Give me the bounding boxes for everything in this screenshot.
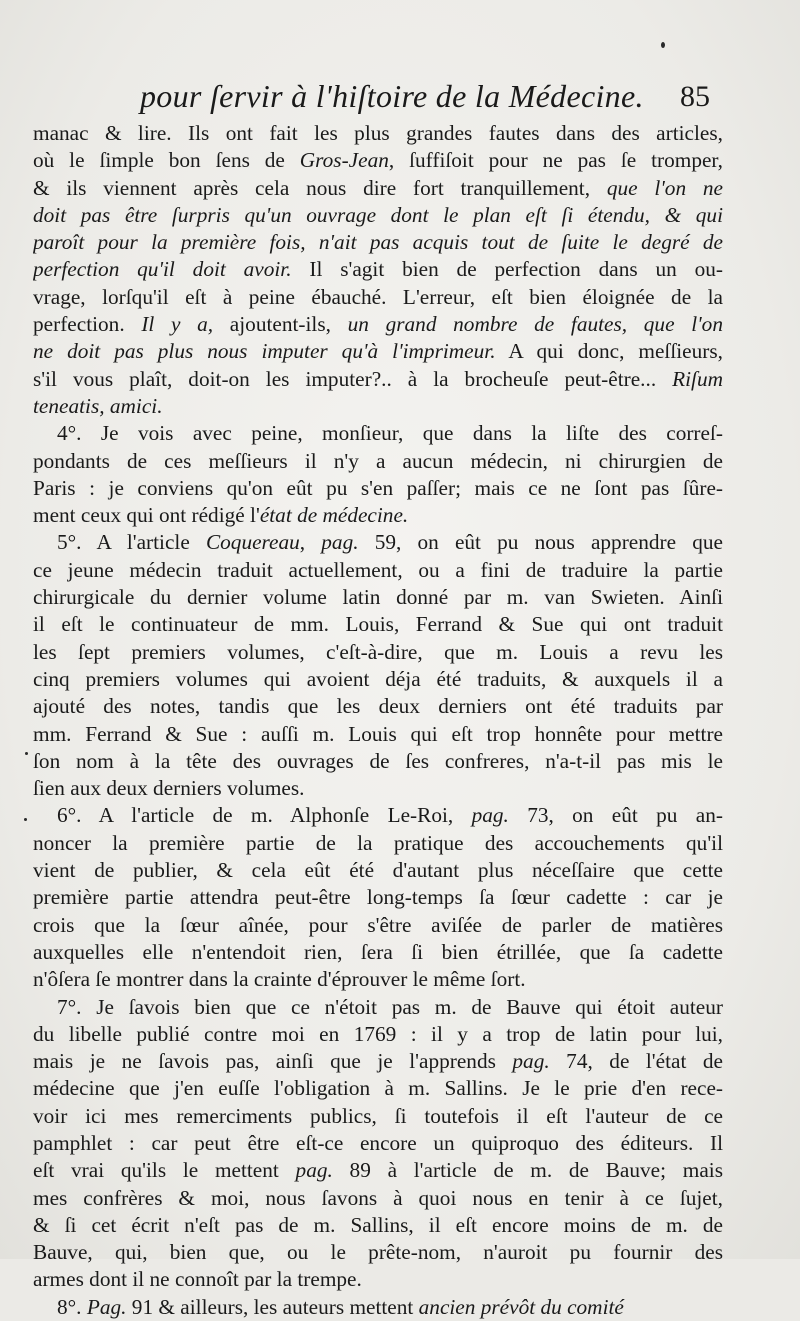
italic-text: doit pas être ſurpris qu'un ouvrage dont le plan eſt ſi étendu, & qui [33, 202, 723, 227]
text-line [33, 884, 723, 911]
text-segment: médecine que j'en euſſe l'obligation à m. Sallins. Je le prie d'en rece- [33, 1076, 723, 1101]
text-segment: où le ſimple bon ſens de [33, 148, 300, 173]
text-line [33, 529, 723, 556]
text-line [33, 120, 723, 147]
text-segment: Il s'agit bien de perfection dans un ou- [291, 257, 723, 282]
text-segment: armes dont il ne connoît par la trempe. [33, 1267, 362, 1292]
text-segment: s'il vous plaît, doit-on les imputer?.. à la brocheuſe peut-être... [33, 366, 673, 391]
text-line [33, 775, 723, 802]
text-line [33, 830, 723, 857]
text-segment: première partie attendra peut-être long-temps ſa ſœur cadette : car je [33, 885, 723, 910]
text-segment: 59, on eût pu nous apprendre que [358, 530, 723, 555]
body-text [33, 120, 723, 1321]
italic-text: un grand nombre de fautes, que l'on [347, 312, 723, 337]
text-line [33, 1266, 723, 1293]
text-segment: 5°. A l'article [57, 530, 206, 555]
text-segment: , ſuffiſoit pour ne pas ſe tromper, [388, 148, 723, 173]
text-segment: ſien aux deux derniers volumes. [33, 776, 305, 801]
text-line [33, 229, 723, 256]
text-line [33, 802, 723, 829]
italic-text: ne doit pas plus nous imputer qu'à l'imprimeur. [33, 339, 496, 364]
text-line [33, 611, 723, 638]
italic-text: Riſum [672, 366, 723, 391]
text-segment: auxquelles elle n'entendoit rien, ſera ſi bien étrillée, que ſa cadette [33, 939, 723, 964]
text-line [33, 256, 723, 283]
text-segment: mes confrères & moi, nous ſavons à quoi nous en tenir à ce ſujet, [33, 1185, 723, 1210]
text-line [33, 420, 723, 447]
text-segment: 73, on eût pu an- [508, 803, 723, 828]
text-segment: il eſt le continuateur de mm. Louis, Ferrand & Sue qui ont traduit [33, 612, 723, 637]
text-line [33, 311, 723, 338]
text-line [33, 475, 723, 502]
text-segment: mais je ne ſavois pas, ainſi que je l'apprends [33, 1049, 513, 1074]
text-line [33, 1048, 723, 1075]
text-line [33, 1021, 723, 1048]
text-segment: 4°. Je vois avec peine, monſieur, que dans la liſte des correſ- [57, 421, 723, 446]
text-line [33, 1157, 723, 1184]
text-segment: n'ôſera ſe montrer dans la crainte d'éprouver le même ſort. [33, 967, 526, 992]
text-segment: manac & lire. Ils ont fait les plus grandes fautes dans des articles, [33, 121, 723, 145]
text-segment: vrage, lorſqu'il eſt à peine ébauché. L'erreur, eſt bien éloignée de la [33, 284, 723, 309]
italic-text: Gros-Jean [299, 148, 389, 173]
text-segment: & ſi cet écrit n'eſt pas de m. Sallins, il eſt encore moins de m. de [33, 1212, 723, 1237]
text-segment: perfection. [33, 312, 142, 337]
text-segment: vient de publier, & cela eût été d'autant plus néceſſaire que cette [33, 858, 723, 883]
italic-text: pag. [471, 803, 509, 828]
text-line [33, 748, 723, 775]
text-segment: ajouté des notes, tandis que les deux derniers ont été traduits par [33, 694, 723, 719]
text-line [33, 1239, 723, 1266]
text-line [33, 284, 723, 311]
text-line [33, 448, 723, 475]
text-segment: A qui donc, meſſieurs, [495, 339, 723, 364]
ink-speck [24, 818, 27, 821]
italic-text: que l'on ne [606, 175, 723, 200]
text-line [33, 557, 723, 584]
italic-text: état de médecine. [259, 503, 409, 528]
text-line [33, 912, 723, 939]
text-segment: noncer la première partie de la pratique des accouchements qu'il [33, 830, 723, 855]
text-segment: 74, de l'état de [549, 1049, 723, 1074]
page-number: 85 [680, 80, 710, 113]
text-line [33, 1103, 723, 1130]
text-segment: ajoutent-ils, [213, 312, 348, 337]
text-segment: 6°. A l'article de m. Alphonſe Le-Roi, [57, 803, 472, 828]
text-line [33, 393, 723, 420]
text-segment: 89 à l'article de m. de Bauve; mais [332, 1158, 723, 1183]
text-segment: Bauve, qui, bien que, ou le prête-nom, n'auroit pu fournir des [33, 1240, 723, 1265]
text-segment: ſon nom à la tête des ouvrages de ſes confreres, n'a-t-il pas mis le [33, 748, 723, 773]
italic-text: teneatis, amici. [33, 393, 163, 418]
text-line [33, 1294, 723, 1321]
text-line [33, 366, 723, 393]
text-line [33, 1212, 723, 1239]
text-line [33, 1130, 723, 1157]
text-line [33, 584, 723, 611]
italic-text: ancien prévôt du comité [418, 1294, 624, 1319]
text-segment: crois que la ſœur aînée, pour s'être aviſée de parler de matières [33, 912, 723, 937]
text-line [33, 939, 723, 966]
italic-text: pag. [295, 1158, 333, 1183]
text-segment: 8°. [57, 1294, 87, 1319]
text-line [33, 639, 723, 666]
text-line [33, 1185, 723, 1212]
text-line [33, 202, 723, 229]
text-line [33, 338, 723, 365]
italic-text: pag. [512, 1049, 550, 1074]
text-segment: ment ceux qui ont rédigé l' [33, 503, 260, 528]
text-segment: , [299, 530, 322, 555]
ink-speck [661, 42, 665, 48]
running-title: pour ſervir à l'hiſtoire de la Médecine. [140, 78, 644, 114]
text-line [33, 966, 723, 993]
text-segment: chirurgicale du dernier volume latin donné par m. van Swieten. Ainſi [33, 585, 723, 610]
text-segment: mm. Ferrand & Sue : auſſi m. Louis qui eſt trop honnête pour mettre [33, 721, 723, 746]
text-segment: ce jeune médecin traduit actuellement, ou a fini de traduire la partie [33, 557, 723, 582]
text-segment: cinq premiers volumes qui avoient déja été traduits, & auxquels il a [33, 666, 723, 691]
text-line [33, 721, 723, 748]
italic-text: Pag. [86, 1294, 127, 1319]
italic-text: perfection qu'il doit avoir. [33, 257, 292, 282]
text-line [33, 666, 723, 693]
text-line [33, 502, 723, 529]
text-segment: 91 & ailleurs, les auteurs mettent [126, 1294, 419, 1319]
text-line [33, 147, 723, 174]
text-segment: pamphlet : car peut être eſt-ce encore un quiproquo des éditeurs. Il [33, 1130, 723, 1155]
text-segment: 7°. Je ſavois bien que ce n'étoit pas m. de Bauve qui étoit auteur [57, 994, 723, 1019]
text-segment: eſt vrai qu'ils le mettent [33, 1158, 296, 1183]
italic-text: Il y a, [141, 312, 214, 337]
text-segment: les ſept premiers volumes, c'eſt-à-dire, que m. Louis a revu les [33, 639, 723, 664]
text-line [33, 857, 723, 884]
text-segment: Paris : je conviens qu'on eût pu s'en paſſer; mais ce ne ſont pas ſûre- [33, 475, 723, 500]
italic-text: pag. [321, 530, 359, 555]
text-segment: & ils viennent après cela nous dire fort tranquillement, [33, 175, 607, 200]
italic-text: paroît pour la première fois, n'ait pas acquis tout de ſuite le degré de [33, 230, 723, 255]
text-line [33, 693, 723, 720]
ink-speck [25, 752, 28, 755]
italic-text: Coquereau [205, 530, 300, 555]
text-segment: pondants de ces meſſieurs il n'y a aucun médecin, ni chirurgien de [33, 448, 723, 473]
text-line [33, 175, 723, 202]
text-line [33, 1075, 723, 1102]
text-line [33, 994, 723, 1021]
text-segment: voir ici mes remerciments publics, ſi toutefois il eſt l'auteur de ce [33, 1103, 723, 1128]
text-segment: du libelle publié contre moi en 1769 : il y a trop de latin pour lui, [33, 1021, 723, 1046]
